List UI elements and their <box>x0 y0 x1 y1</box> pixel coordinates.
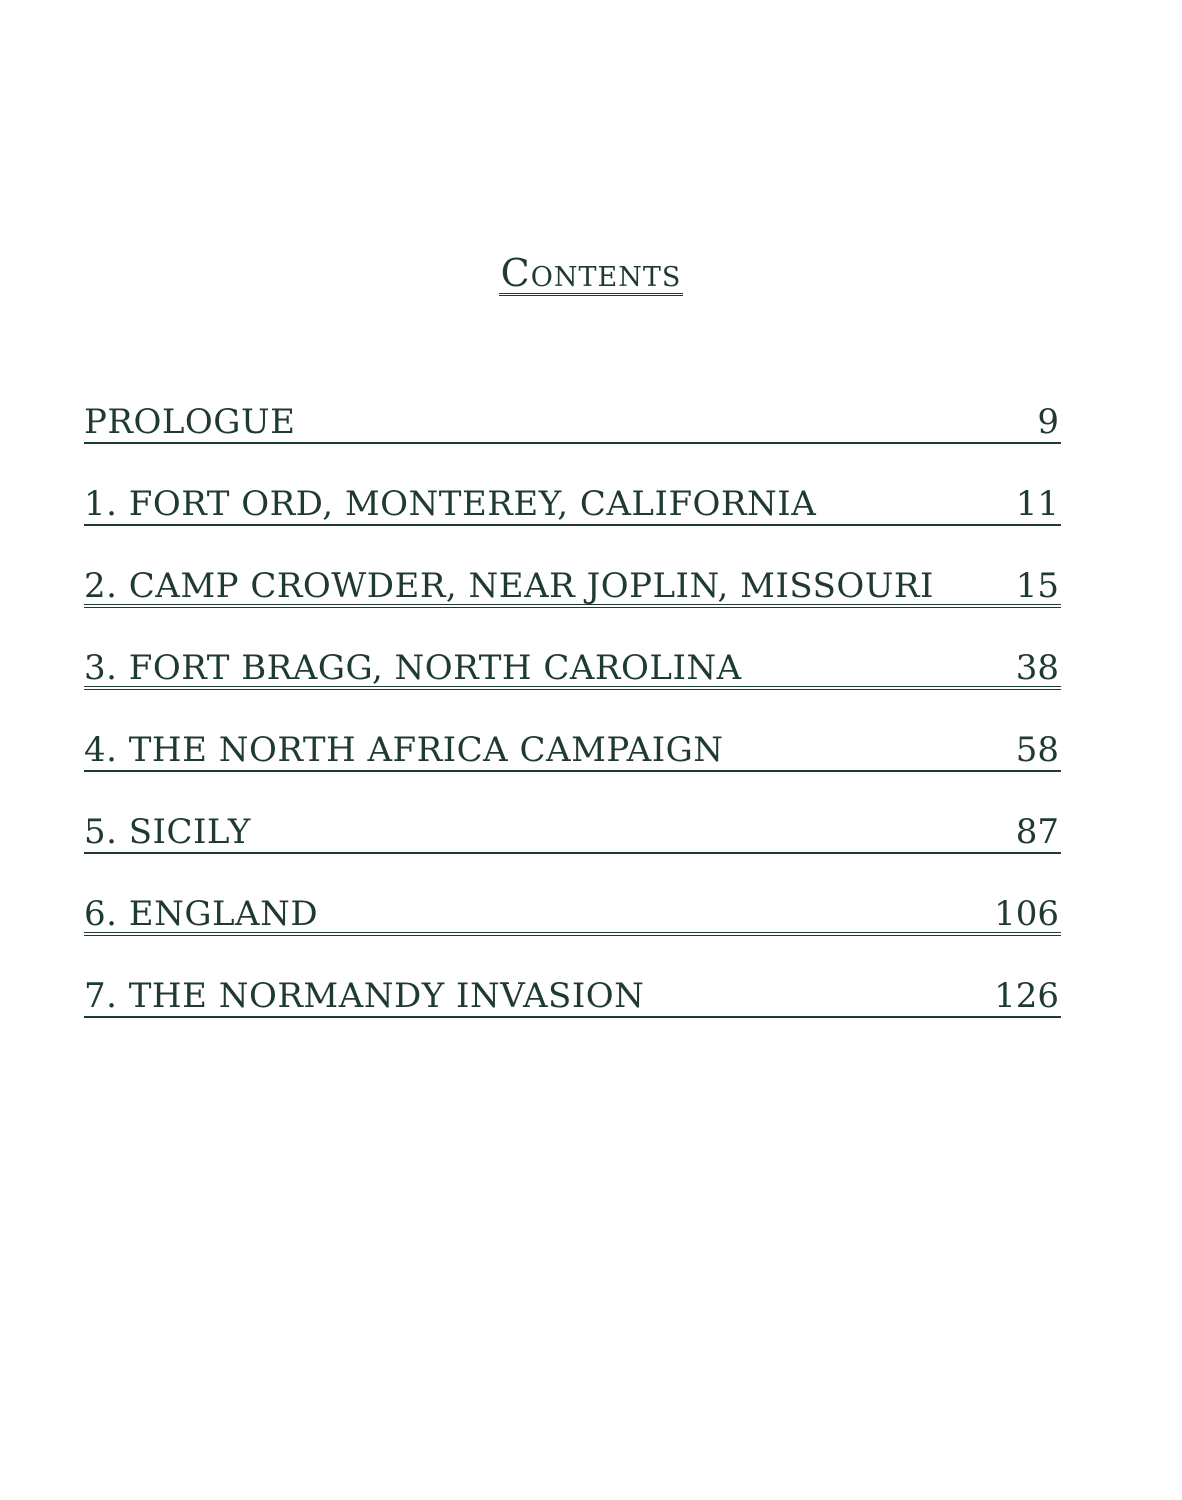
toc-entry <box>84 480 1061 562</box>
toc-entry <box>84 972 1061 1054</box>
toc-entry-page: 126 <box>994 976 1059 1016</box>
toc-entry-page: 9 <box>1037 402 1059 442</box>
toc-entry <box>84 562 1061 644</box>
toc-entry-page: 11 <box>1015 484 1059 524</box>
toc-entry-label: 5. SICILY <box>84 812 251 852</box>
toc-entry <box>84 644 1061 726</box>
toc-underline <box>84 442 1061 444</box>
toc-underline <box>84 770 1061 772</box>
toc-underline <box>84 524 1061 526</box>
toc-entry <box>84 726 1061 808</box>
page-title <box>0 250 1182 296</box>
toc-entry-page: 106 <box>994 894 1059 934</box>
toc-entry-label: 6. ENGLAND <box>84 894 319 934</box>
toc-entry <box>84 398 1061 480</box>
toc-entry <box>84 890 1061 972</box>
toc-entry-label: 7. THE NORMANDY INVASION <box>84 976 645 1016</box>
toc-entry-label: 4. THE NORTH AFRICA CAMPAIGN <box>84 730 724 770</box>
toc-entry-page: 38 <box>1015 648 1059 688</box>
toc-entry-page: 58 <box>1015 730 1059 770</box>
toc-entry-label: 3. FORT BRAGG, NORTH CAROLINA <box>84 648 742 688</box>
toc-underline <box>84 852 1061 854</box>
toc-underline <box>84 1016 1061 1018</box>
page-title-text: Contents <box>500 251 682 295</box>
toc-entry-label: 1. FORT ORD, MONTEREY, CALIFORNIA <box>84 484 817 524</box>
toc-entry <box>84 808 1061 890</box>
toc-entry-page: 87 <box>1015 812 1059 852</box>
toc-entry-page: 15 <box>1015 566 1059 606</box>
toc-entry-label: PROLOGUE <box>84 402 296 442</box>
table-of-contents <box>84 398 1061 1054</box>
toc-entry-label: 2. CAMP CROWDER, NEAR JOPLIN, MISSOURI <box>84 566 934 606</box>
